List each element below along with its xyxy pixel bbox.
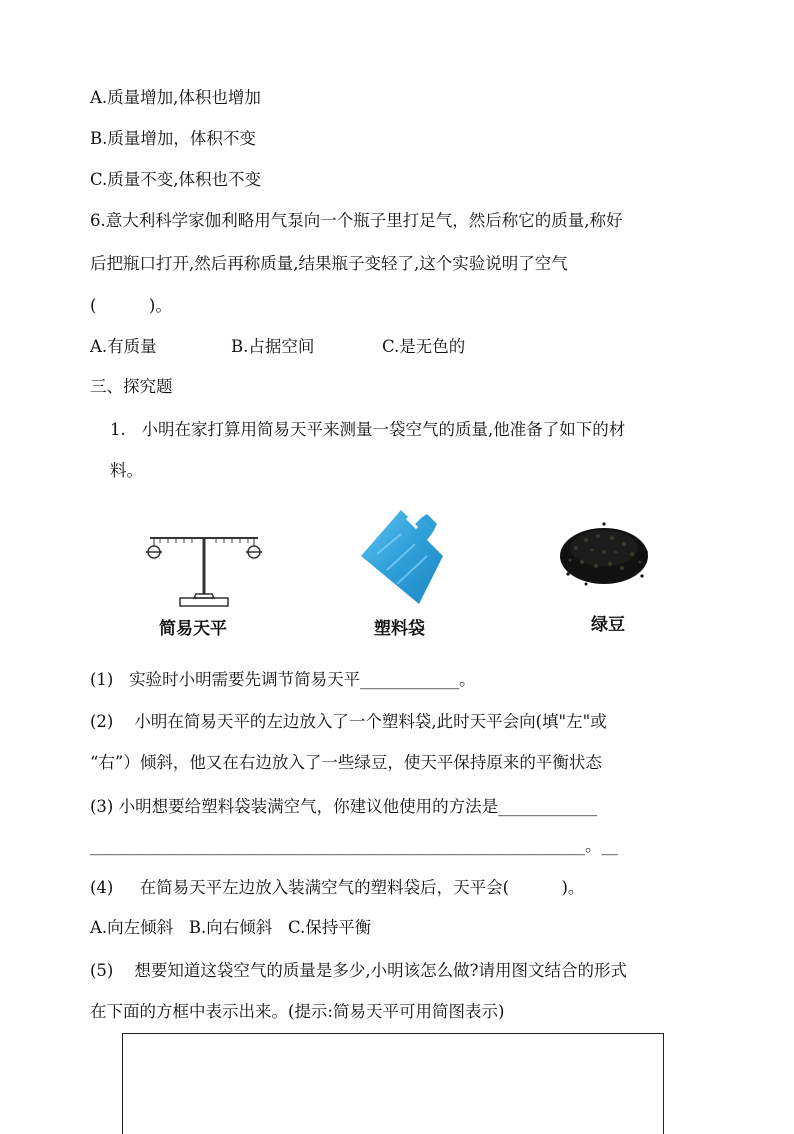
plastic-bag-caption: 塑料袋 xyxy=(374,619,425,639)
question-6-line-1: 6.意大利科学家伽利略用气泵向一个瓶子里打足气，然后称它的质量,称好 xyxy=(90,211,623,230)
question-6-option-b: B.占据空间 xyxy=(231,337,315,356)
inquiry-q5-line-2: 在下面的方框中表示出来。(提示:简易天平可用简图表示) xyxy=(90,1002,505,1021)
balance-caption: 简易天平 xyxy=(159,619,227,639)
option-b-mass-volume: B.质量增加，体积不变 xyxy=(90,129,256,148)
inquiry-q4: (4) 在简易天平左边放入装满空气的塑料袋后，天平会( )。 xyxy=(90,878,585,897)
question-6-option-a: A.有质量 xyxy=(90,337,157,356)
question-6-option-c: C.是无色的 xyxy=(382,337,466,356)
inquiry-q4-options: A.向左倾斜 B.向右倾斜 C.保持平衡 xyxy=(90,918,372,937)
inquiry-q2-line-1: (2) 小明在简易天平的左边放入了一个塑料袋,此时天平会向(填"左"或 xyxy=(90,712,607,731)
section-heading-inquiry: 三、探究题 xyxy=(90,377,173,396)
inquiry-1-line-1: 1. 小明在家打算用简易天平来测量一袋空气的质量,他准备了如下的材 xyxy=(110,420,626,439)
option-c-mass-volume: C.质量不变,体积也不变 xyxy=(90,170,262,189)
option-a-mass-volume: A.质量增加,体积也增加 xyxy=(90,88,261,107)
inquiry-q2-line-2: “右”）倾斜，他又在右边放入了一些绿豆，使天平保持原来的平衡状态 xyxy=(90,753,602,772)
question-6-answer-blank: ( )。 xyxy=(90,296,172,315)
inquiry-q5-line-1: (5) 想要知道这袋空气的质量是多少,小明该怎么做?请用图文结合的形式 xyxy=(90,961,627,980)
inquiry-1-line-2: 料。 xyxy=(110,461,143,480)
inquiry-q3-answer-line: ____________________________________________________________。__ xyxy=(90,836,618,855)
inquiry-q1: (1) 实验时小明需要先调节简易天平____________。 xyxy=(90,670,476,689)
inquiry-q3-line-1: (3) 小明想要给塑料袋装满空气，你建议他使用的方法是____________ xyxy=(90,797,598,816)
balance-figure xyxy=(140,528,268,610)
question-6-line-2: 后把瓶口打开,然后再称质量,结果瓶子变轻了,这个实验说明了空气 xyxy=(90,254,568,273)
drawing-answer-box xyxy=(122,1033,664,1134)
mung-beans-figure xyxy=(556,518,652,588)
mung-beans-caption: 绿豆 xyxy=(591,615,625,635)
plastic-bag-figure xyxy=(357,508,467,608)
